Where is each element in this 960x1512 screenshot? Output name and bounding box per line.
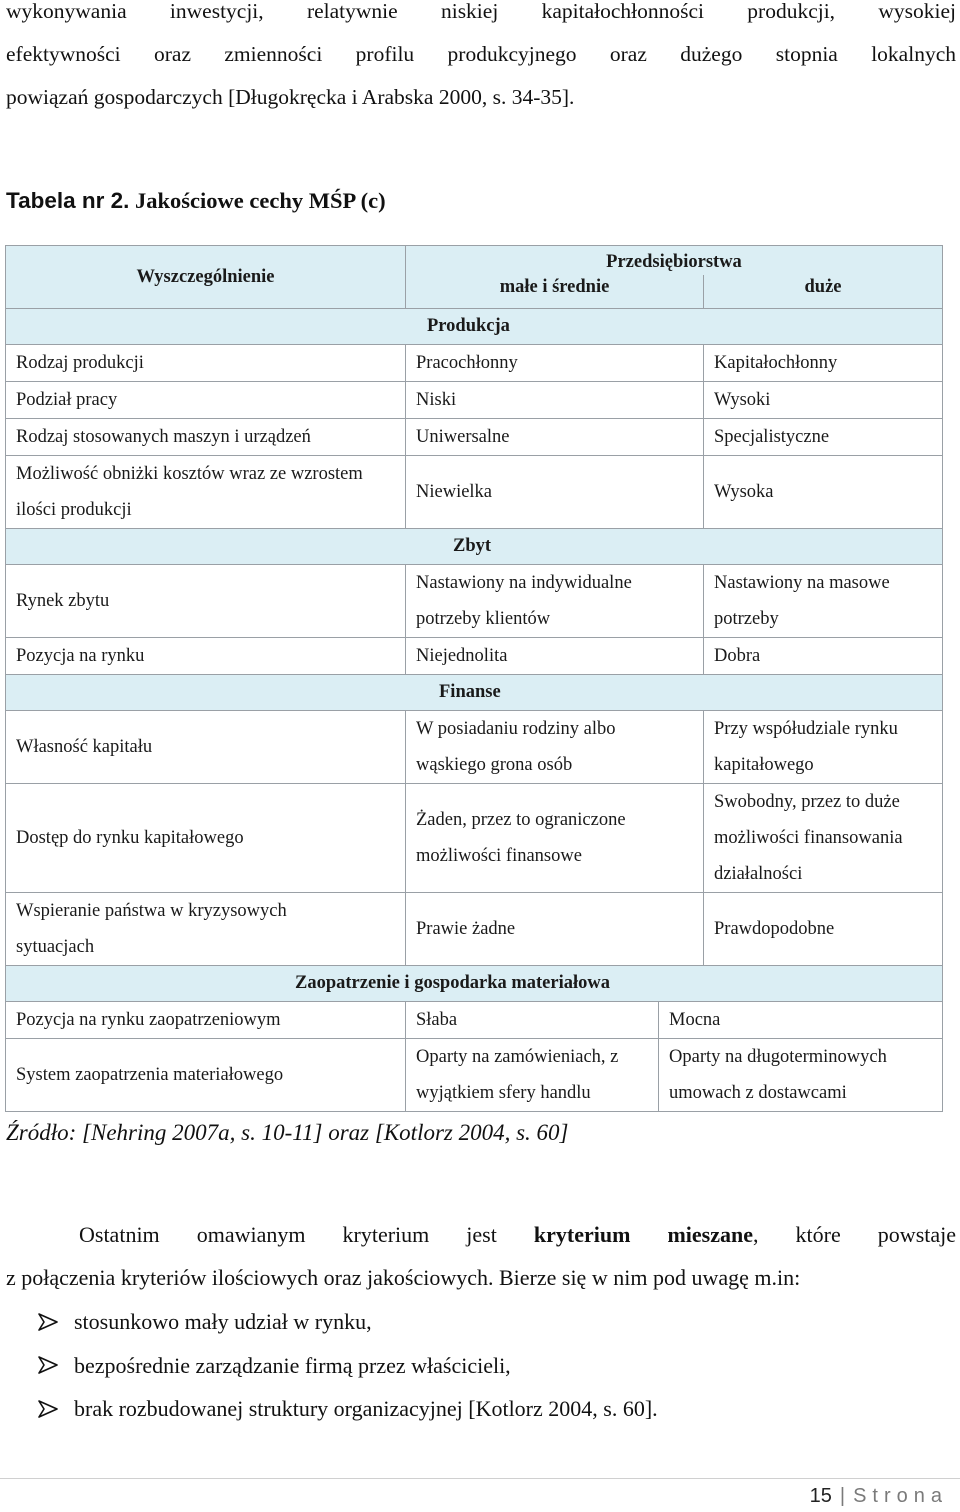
table-title: [6, 188, 386, 214]
bottom-paragraph: [6, 1213, 956, 1299]
table-cell: Specjalistyczne: [704, 419, 943, 456]
table-cell: Oparty na zamówieniach, z wyjątkiem sfery handlu: [406, 1039, 659, 1112]
table-cell: Dostęp do rynku kapitałowego: [6, 784, 406, 893]
header-group-enterprises: Przedsiębiorstwa: [406, 246, 943, 276]
table-row: [6, 711, 943, 784]
footer-page-word: Strona: [853, 1485, 948, 1507]
bold-term: kryterium mieszane: [533, 1222, 754, 1247]
list-item: [38, 1300, 658, 1344]
table-cell: Rynek zbytu: [6, 565, 406, 638]
table-cell: Wysoki: [704, 382, 943, 419]
table-cell: Dobra: [704, 638, 943, 675]
section-title-text: Zaopatrzenie i gospodarka materiałowa: [295, 973, 610, 993]
header-small-medium: małe i średnie: [406, 275, 704, 309]
section-row: [6, 309, 943, 345]
page-number: 15: [809, 1485, 832, 1507]
section-title: [6, 675, 943, 711]
top-paragraph-line: efektywności oraz zmienności profilu produkcyjnego oraz dużego stopnia lokalnych: [6, 42, 956, 66]
table-row: [6, 345, 943, 382]
table-row: [6, 456, 943, 529]
top-paragraph-line: wykonywania inwestycji, relatywnie niskiej kapitałochłonności produkcji, wysokiej: [6, 0, 956, 23]
table-title-text: Jakościowe cechy MŚP (c): [135, 188, 386, 213]
table-cell: Swobodny, przez to duże możliwości finansowania działalności: [704, 784, 943, 893]
table-cell: Wysoka: [704, 456, 943, 529]
list-item-text: bezpośrednie zarządzanie firmą przez właścicieli,: [74, 1352, 511, 1378]
footer-divider: [0, 1478, 960, 1479]
table-cell: Podział pracy: [6, 382, 406, 419]
table-cell: Możliwość obniżki kosztów wraz ze wzrostem ilości produkcji: [6, 456, 406, 529]
page-footer: [810, 1485, 948, 1508]
list-item: [38, 1344, 658, 1388]
table-cell: System zaopatrzenia materiałowego: [6, 1039, 406, 1112]
table-cell: Rodzaj stosowanych maszyn i urządzeń: [6, 419, 406, 456]
text-run: , które powstaje: [753, 1222, 957, 1247]
table-row: [6, 1039, 943, 1112]
table-cell: Żaden, przez to ograniczone możliwości finansowe: [406, 784, 704, 893]
section-row: [6, 675, 943, 711]
table-row: [6, 382, 943, 419]
section-title: [6, 309, 943, 345]
header-col-description: Wyszczególnienie: [6, 246, 406, 309]
text-run: Ostatnim omawianym kryterium jest: [79, 1222, 497, 1247]
table-cell: Rodzaj produkcji: [6, 345, 406, 382]
table-row: [6, 638, 943, 675]
arrowhead-bullet-icon: [38, 1313, 74, 1331]
header-large: duże: [704, 275, 943, 309]
table-cell: Przy współudziale rynku kapitałowego: [704, 711, 943, 784]
table-cell: Wspieranie państwa w kryzysowych sytuacjach: [6, 893, 406, 966]
table-cell: Oparty na długoterminowych umowach z dostawcami: [659, 1039, 943, 1112]
table-cell: Prawdopodobne: [704, 893, 943, 966]
section-row: [6, 529, 943, 565]
table-cell: Słaba: [406, 1002, 659, 1039]
table-cell: Niejednolita: [406, 638, 704, 675]
table-title-prefix: Tabela nr 2.: [6, 188, 130, 213]
table-cell: Mocna: [659, 1002, 943, 1039]
top-paragraph-line: powiązań gospodarczych [Długokręcka i Arabska 2000, s. 34-35].: [6, 85, 575, 109]
table-header-row: [6, 246, 943, 276]
bottom-paragraph-first-line: [6, 1213, 956, 1256]
arrowhead-bullet-icon: [38, 1356, 74, 1374]
section-row: [6, 966, 943, 1002]
list-item-text: stosunkowo mały udział w rynku,: [74, 1309, 372, 1334]
table-cell: Pracochłonny: [406, 345, 704, 382]
table-row: [6, 784, 943, 893]
table-source-note: Źródło: [Nehring 2007a, s. 10-11] oraz [Kotlorz 2004, s. 60]: [6, 1120, 569, 1145]
top-paragraph: [6, 0, 956, 119]
list-item: [38, 1387, 658, 1431]
table-cell: Niewielka: [406, 456, 704, 529]
table-row: [6, 1002, 943, 1039]
bottom-paragraph-second-line: z połączenia kryteriów ilościowych oraz jakościowych. Bierze się w nim pod uwagę m.in:: [6, 1265, 801, 1290]
section-title-text: Finanse: [439, 682, 501, 702]
section-title: [6, 529, 943, 565]
table-cell: Kapitałochłonny: [704, 345, 943, 382]
table-row: [6, 893, 943, 966]
section-title-text: Produkcja: [427, 316, 510, 336]
table-row: [6, 419, 943, 456]
table-cell: Pozycja na rynku zaopatrzeniowym: [6, 1002, 406, 1039]
section-title-text: Zbyt: [453, 536, 492, 556]
table-cell: Własność kapitału: [6, 711, 406, 784]
table-cell: Nastawiony na indywidualne potrzeby klientów: [406, 565, 704, 638]
features-table: [5, 245, 943, 1112]
table-cell: Pozycja na rynku: [6, 638, 406, 675]
table-cell: Niski: [406, 382, 704, 419]
table-cell: W posiadaniu rodziny albo wąskiego grona osób: [406, 711, 704, 784]
section-title: [6, 966, 943, 1002]
table-row: [6, 565, 943, 638]
table-cell: Uniwersalne: [406, 419, 704, 456]
footer-separator: |: [839, 1485, 846, 1507]
table-cell: Prawie żadne: [406, 893, 704, 966]
arrowhead-bullet-icon: [38, 1400, 74, 1418]
bullet-list: [38, 1300, 658, 1431]
table-cell: Nastawiony na masowe potrzeby: [704, 565, 943, 638]
list-item-text: brak rozbudowanej struktury organizacyjnej [Kotlorz 2004, s. 60].: [74, 1396, 658, 1421]
